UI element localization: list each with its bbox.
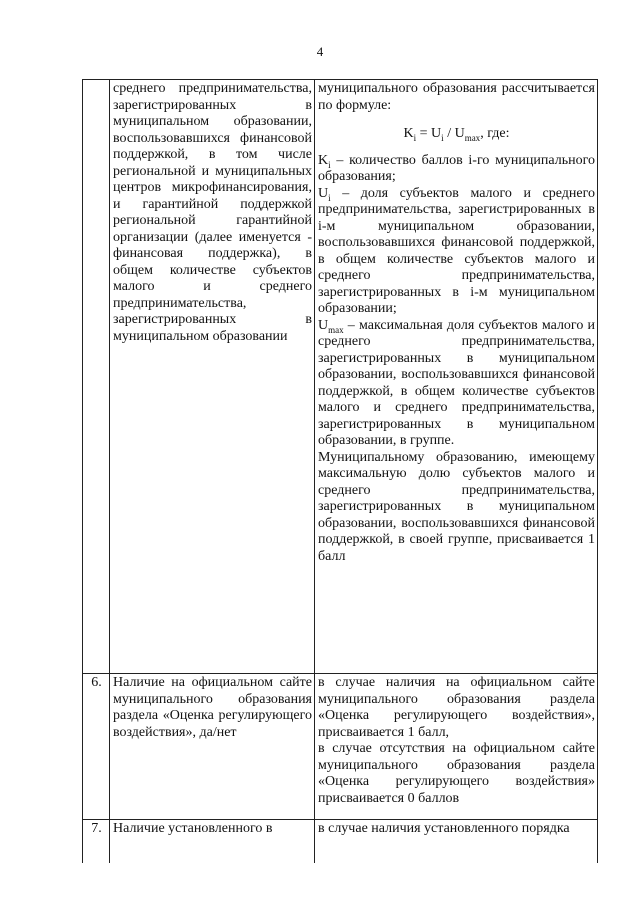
description-text: в случае наличия установленного порядка <box>318 821 570 836</box>
criterion-name-text: среднего предпринимательства, зарегистрированных в муниципальном образовании, воспользовавшихся финансовой поддержкой, в том числе региональной и муниципальных центров микрофинансирования, и гарантийной поддержкой региональной гарантийной организации (далее именуется - финансовая поддержка), в общем количестве субъектов малого и среднего предпринимательства, зарегистрированных в муниципальном образовании <box>113 81 312 344</box>
row-number: 6. <box>83 674 110 820</box>
description-no: в случае отсутствия на официальном сайте муниципального образования раздела «Оценка регулирующего воздействия» присваивается 0 баллов <box>318 741 595 806</box>
page-number: 4 <box>316 44 324 59</box>
criterion-name-text: Наличие установленного в <box>113 821 273 836</box>
definition-ki: $K_i$ – количество баллов i-го муниципального образования; <box>318 152 595 184</box>
description-yes: в случае наличия на официальном сайте муниципального образования раздела «Оценка регулирующего воздействия», присваивается 1 балл, <box>318 675 595 740</box>
description-conclusion: Муниципальному образованию, имеющему максимальную долю субъектов малого и среднего предпринимательства, зарегистрированных в муниципальном образовании, воспользовавшихся финансовой поддержкой, в своей группе, присваивается 1 балл <box>318 449 595 564</box>
criterion-name <box>110 820 315 864</box>
criterion-name <box>110 674 315 820</box>
description-intro: муниципального образования рассчитывается по формуле: <box>318 81 595 113</box>
criterion-description <box>315 820 598 864</box>
criteria-table <box>82 79 598 863</box>
criterion-name-text: Наличие на официальном сайте муниципального образования раздела «Оценка регулирующего воздействия», да/нет <box>113 675 312 740</box>
criterion-description <box>315 674 598 820</box>
formula: $K_i = U_i / U_{max}$, где: <box>403 126 510 143</box>
row-number <box>83 80 110 674</box>
criterion-name <box>110 80 315 674</box>
definition-umax: $U_{max}$ – максимальная доля субъектов малого и среднего предпринимательства, зарегистрированных в муниципальном образовании, воспользовавшихся финансовой поддержкой, в общем количестве субъектов малого и среднего предпринимательства, зарегистрированных в муниципальном образовании, в группе. <box>318 317 595 448</box>
definition-ui: $U_i$ – доля субъектов малого и среднего предпринимательства, зарегистрированных в i-м муниципальном образовании, воспользовавшихся финансовой поддержкой, в общем количестве субъектов малого и среднего предпринимательства, зарегистрированных в i-м муниципальном образовании; <box>318 185 595 316</box>
row-number: 7. <box>83 820 110 864</box>
criterion-description <box>315 80 598 674</box>
table-row <box>83 674 598 820</box>
table-row <box>83 820 598 864</box>
table-row <box>83 80 598 674</box>
